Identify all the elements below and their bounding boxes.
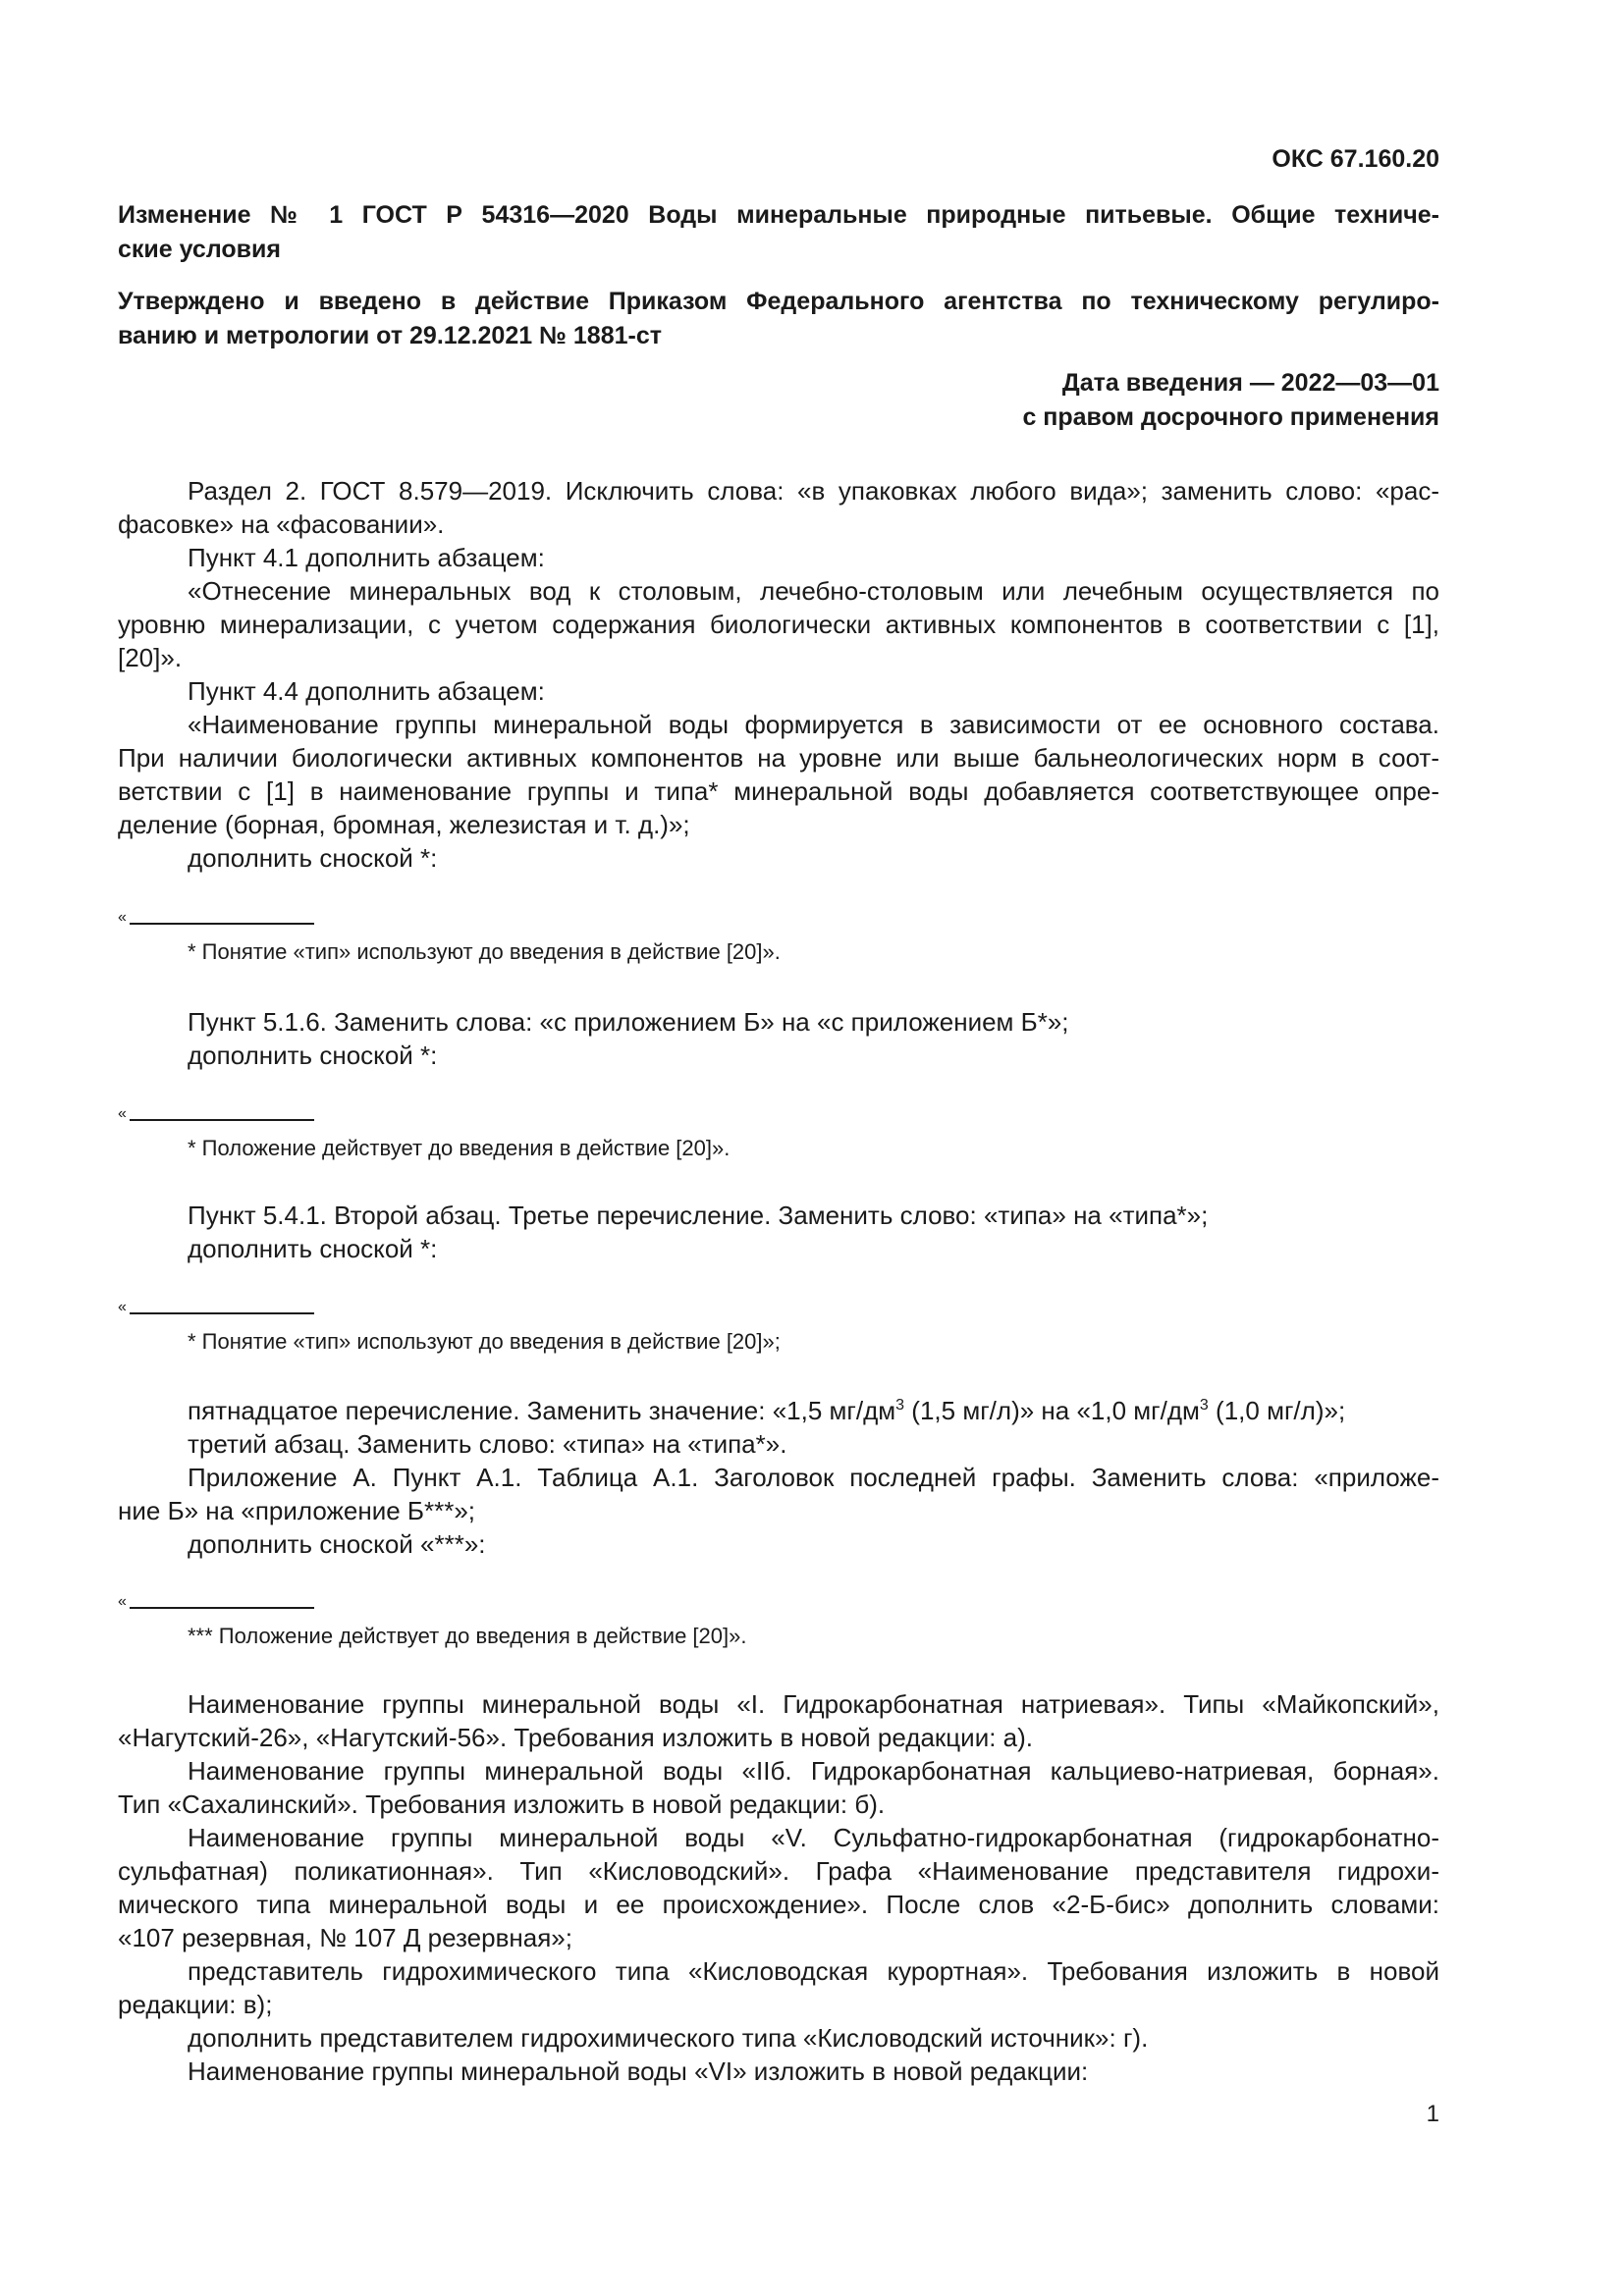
approval-line-1: Утверждено и введено в действие Приказом Федерального агентства по техническому регулиро-	[118, 288, 1439, 315]
quote-4-1-line-2: уровню минерализации, с учетом содержания биологически активных компонентов в соответствии с [1],	[118, 610, 1439, 639]
paragraph-4-1: Пункт 4.1 дополнить абзацем:	[188, 543, 545, 572]
effective-date: Дата введения — 2022—03—01	[1061, 369, 1439, 397]
footnote-mark: «	[118, 1105, 127, 1122]
paragraph-representative-line-2: редакции: в);	[118, 1990, 273, 2019]
footnote-4: *** Положение действует до введения в действие [20]».	[188, 1624, 747, 1648]
paragraph-group-v-line-2: сульфатная) поликатионная». Тип «Кисловодский». Графа «Наименование представителя гидрохи-	[118, 1856, 1439, 1886]
footnote-separator-1	[118, 909, 334, 936]
quote-4-4-line-2: При наличии биологически активных компонентов на уровне или выше бальнеологических норм в соот-	[118, 743, 1439, 773]
paragraph-group-v-line-3: мического типа минеральной воды и ее происхождение». После слов «2-Б-бис» дополнить словами:	[118, 1890, 1439, 1919]
early-application-note: с правом досрочного применения	[1022, 403, 1439, 431]
quote-4-4-line-3: ветствии с [1] в наименование группы и типа* минеральной воды добавляется соответствующее опре-	[118, 776, 1439, 806]
quote-4-1-line-3: [20]».	[118, 643, 183, 672]
paragraph-appendix-a-line-2: ние Б» на «приложение Б***»;	[118, 1496, 476, 1525]
classification-code: ОКС 67.160.20	[1272, 145, 1439, 173]
paragraph-section-2-line-2: фасовке» на «фасовании».	[118, 509, 445, 539]
footnote-mark: «	[118, 1593, 127, 1610]
paragraph-group-iib-line-2: Тип «Сахалинский». Требования изложить в новой редакции: б).	[118, 1789, 886, 1819]
amendment-title-line-2: ские условия	[118, 236, 281, 263]
paragraph-section-2-line-1: Раздел 2. ГОСТ 8.579—2019. Исключить слова: «в упаковках любого вида»; заменить слово: «рас-	[188, 476, 1439, 506]
footnote-mark: «	[118, 1299, 127, 1315]
footnote-separator-2	[118, 1105, 334, 1133]
add-footnote-2: дополнить сноской *:	[188, 1041, 438, 1070]
footnote-separator-3	[118, 1299, 334, 1326]
paragraph-5-4-1: Пункт 5.4.1. Второй абзац. Третье перечисление. Заменить слово: «типа» на «типа*»;	[188, 1201, 1209, 1230]
add-footnote-1: дополнить сноской *:	[188, 843, 438, 873]
footnote-1: * Понятие «тип» используют до введения в действие [20]».	[188, 939, 781, 964]
paragraph-add-representative: дополнить представителем гидрохимического типа «Кисловодский источник»: г).	[188, 2023, 1149, 2053]
footnote-3: * Понятие «тип» используют до введения в действие [20]»;	[188, 1329, 781, 1354]
quote-4-4-line-4: деление (борная, бромная, железистая и т. д.)»;	[118, 810, 690, 839]
paragraph-group-i-line-1: Наименование группы минеральной воды «I. Гидрокарбонатная натриевая». Типы «Майкопский»,	[188, 1689, 1439, 1719]
paragraph-third-item: третий абзац. Заменить слово: «типа» на «типа*».	[188, 1429, 787, 1459]
footnote-mark: «	[118, 909, 127, 926]
quote-4-1-line-1: «Отнесение минеральных вод к столовым, лечебно-столовым или лечебным осуществляется по	[188, 576, 1439, 606]
paragraph-group-vi: Наименование группы минеральной воды «VI» изложить в новой редакции:	[188, 2056, 1089, 2086]
paragraph-representative-line-1: представитель гидрохимического типа «Кисловодская курортная». Требования изложить в новой	[188, 1956, 1439, 1986]
paragraph-appendix-a-line-1: Приложение А. Пункт А.1. Таблица А.1. Заголовок последней графы. Заменить слова: «приложе-	[188, 1463, 1439, 1492]
footnote-2: * Положение действует до введения в действие [20]».	[188, 1136, 731, 1160]
paragraph-5-1-6: Пункт 5.1.6. Заменить слова: «с приложением Б» на «с приложением Б*»;	[188, 1007, 1069, 1037]
paragraph-group-iib-line-1: Наименование группы минеральной воды «IIб. Гидрокарбонатная кальциево-натриевая, борная».	[188, 1756, 1439, 1786]
quote-4-4-line-1: «Наименование группы минеральной воды формируется в зависимости от ее основного состава.	[188, 710, 1439, 739]
paragraph-group-v-line-1: Наименование группы минеральной воды «V. Сульфатно-гидрокарбонатная (гидрокарбонатно-	[188, 1823, 1439, 1852]
page-number: 1	[1426, 2101, 1439, 2127]
paragraph-group-i-line-2: «Нагутский-26», «Нагутский-56». Требования изложить в новой редакции: а).	[118, 1723, 1034, 1752]
add-footnote-4: дополнить сноской «***»:	[188, 1529, 486, 1559]
approval-line-2: ванию и метрологии от 29.12.2021 № 1881-ст	[118, 322, 662, 349]
paragraph-4-4: Пункт 4.4 дополнить абзацем:	[188, 676, 545, 706]
add-footnote-3: дополнить сноской *:	[188, 1234, 438, 1263]
paragraph-group-v-line-4: «107 резервная, № 107 Д резервная»;	[118, 1923, 572, 1952]
footnote-separator-4	[118, 1593, 334, 1621]
paragraph-fifteenth-item: пятнадцатое перечисление. Заменить значение: «1,5 $мг/дм^3$ (1,5 мг/л)» на «1,0 $мг/дм^3$ (1,0 мг/л)»;	[188, 1396, 1346, 1425]
amendment-title-line-1: Изменение № 1 ГОСТ Р 54316—2020 Воды минеральные природные питьевые. Общие техниче-	[118, 201, 1439, 229]
